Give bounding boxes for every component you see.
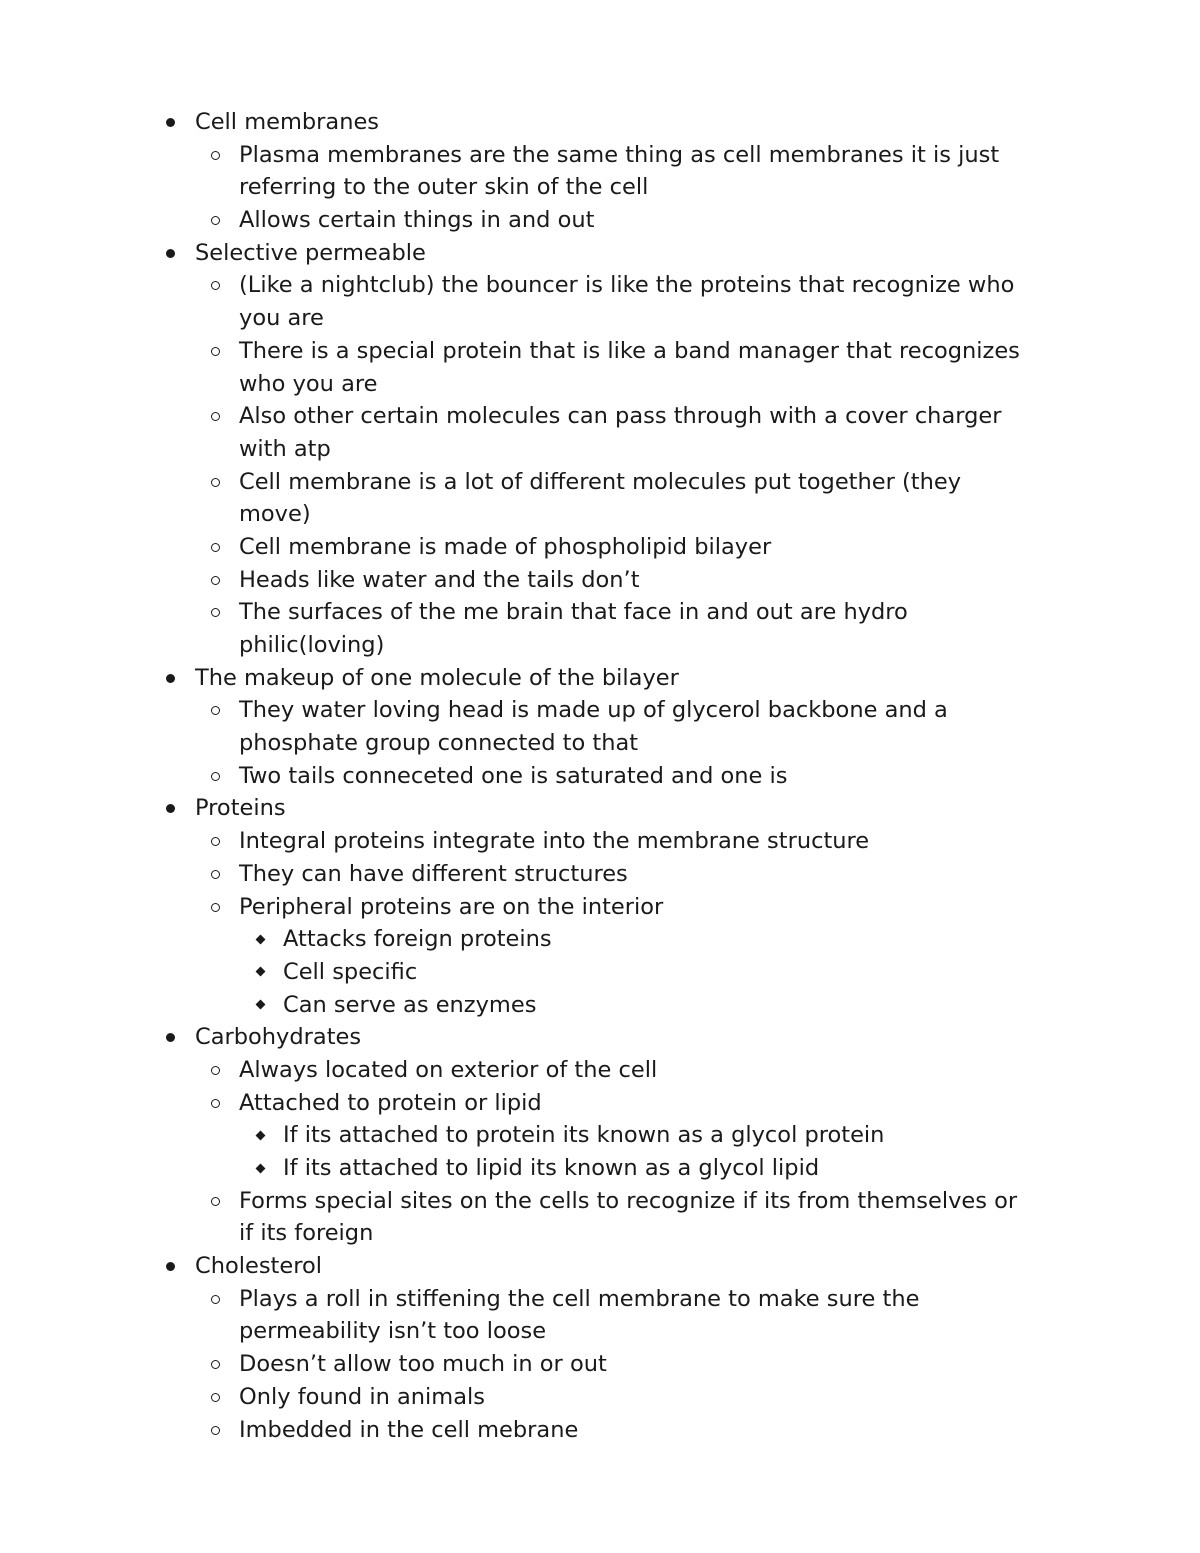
list-item <box>0 923 1200 956</box>
list-item-text: Carbohydrates <box>195 1024 362 1051</box>
hollow-circle-bullet-icon <box>211 837 220 846</box>
list-item <box>0 694 1200 727</box>
notes-outline <box>0 106 1200 1446</box>
list-item-continuation <box>0 302 1200 335</box>
filled-circle-bullet-icon <box>166 674 175 683</box>
list-item-text: Attacks foreign proteins <box>283 926 552 953</box>
list-item-text: phosphate group connected to that <box>239 730 639 757</box>
list-item-text: Plasma membranes are the same thing as cell membranes it is just <box>239 141 1000 168</box>
hollow-circle-bullet-icon <box>211 1393 220 1402</box>
list-item-text: Plays a roll in stiffening the cell membrane to make sure the <box>239 1285 920 1312</box>
diamond-bullet-icon <box>256 934 266 944</box>
list-item <box>0 139 1200 172</box>
filled-circle-bullet-icon <box>166 1033 175 1042</box>
list-item-continuation <box>0 171 1200 204</box>
hollow-circle-bullet-icon <box>211 543 220 552</box>
hollow-circle-bullet-icon <box>211 1197 220 1206</box>
list-item-text: Peripheral proteins are on the interior <box>239 893 664 920</box>
list-item-text: move) <box>239 501 311 528</box>
list-item-text: Selective permeable <box>195 239 426 266</box>
list-item-text: Only found in animals <box>239 1383 485 1410</box>
list-item-text: If its attached to protein its known as a glycol protein <box>283 1122 885 1149</box>
hollow-circle-bullet-icon <box>211 478 220 487</box>
list-item-continuation <box>0 368 1200 401</box>
list-item <box>0 1381 1200 1414</box>
list-item-text: Proteins <box>195 795 286 822</box>
list-item <box>0 858 1200 891</box>
list-item-text: Always located on exterior of the cell <box>239 1056 658 1083</box>
list-item <box>0 792 1200 825</box>
diamond-bullet-icon <box>256 1163 266 1173</box>
list-item-text: Allows certain things in and out <box>239 207 595 234</box>
list-item <box>0 1119 1200 1152</box>
list-item <box>0 1414 1200 1447</box>
filled-circle-bullet-icon <box>166 249 175 258</box>
hollow-circle-bullet-icon <box>211 903 220 912</box>
list-item <box>0 564 1200 597</box>
list-item-text: if its foreign <box>239 1220 374 1247</box>
list-item <box>0 204 1200 237</box>
list-item <box>0 1054 1200 1087</box>
list-item <box>0 956 1200 989</box>
list-item <box>0 400 1200 433</box>
list-item-text: Cell membrane is a lot of different molecules put together (they <box>239 468 962 495</box>
list-item <box>0 1348 1200 1381</box>
list-item-text: Also other certain molecules can pass through with a cover charger <box>239 403 1002 430</box>
filled-circle-bullet-icon <box>166 118 175 127</box>
list-item <box>0 269 1200 302</box>
hollow-circle-bullet-icon <box>211 1360 220 1369</box>
list-item <box>0 531 1200 564</box>
list-item-text: who you are <box>239 370 378 397</box>
list-item <box>0 662 1200 695</box>
list-item-continuation <box>0 1315 1200 1348</box>
list-item <box>0 989 1200 1022</box>
list-item-text: Cell specific <box>283 958 418 985</box>
list-item-text: Two tails conneceted one is saturated and one is <box>239 762 788 789</box>
list-item <box>0 760 1200 793</box>
filled-circle-bullet-icon <box>166 804 175 813</box>
list-item <box>0 596 1200 629</box>
list-item <box>0 1021 1200 1054</box>
list-item-text: referring to the outer skin of the cell <box>239 174 649 201</box>
hollow-circle-bullet-icon <box>211 347 220 356</box>
list-item <box>0 1185 1200 1218</box>
list-item-continuation <box>0 629 1200 662</box>
list-item-continuation <box>0 1217 1200 1250</box>
hollow-circle-bullet-icon <box>211 870 220 879</box>
list-item-text: The surfaces of the me brain that face in and out are hydro <box>239 599 908 626</box>
hollow-circle-bullet-icon <box>211 706 220 715</box>
hollow-circle-bullet-icon <box>211 1099 220 1108</box>
list-item-text: permeability isn’t too loose <box>239 1318 547 1345</box>
hollow-circle-bullet-icon <box>211 1426 220 1435</box>
diamond-bullet-icon <box>256 1000 266 1010</box>
list-item-text: Cell membranes <box>195 109 380 135</box>
hollow-circle-bullet-icon <box>211 151 220 160</box>
list-item-continuation <box>0 498 1200 531</box>
list-item-text: with atp <box>239 435 331 462</box>
diamond-bullet-icon <box>256 1130 266 1140</box>
list-item-text: Can serve as enzymes <box>283 991 537 1018</box>
list-item-text: Forms special sites on the cells to recognize if its from themselves or <box>239 1187 1018 1214</box>
diamond-bullet-icon <box>256 967 266 977</box>
list-item-text: Cholesterol <box>195 1253 322 1280</box>
list-item <box>0 1152 1200 1185</box>
hollow-circle-bullet-icon <box>211 281 220 290</box>
filled-circle-bullet-icon <box>166 1262 175 1271</box>
hollow-circle-bullet-icon <box>211 1066 220 1075</box>
hollow-circle-bullet-icon <box>211 608 220 617</box>
list-item <box>0 1283 1200 1316</box>
list-item-text: (Like a nightclub) the bouncer is like the proteins that recognize who <box>239 272 1015 299</box>
list-item-text: Doesn’t allow too much in or out <box>239 1351 607 1378</box>
list-item-text: Heads like water and the tails don’t <box>239 566 640 593</box>
hollow-circle-bullet-icon <box>211 772 220 781</box>
list-item <box>0 891 1200 924</box>
list-item-text: There is a special protein that is like a band manager that recognizes <box>239 337 1020 364</box>
list-item-text: Imbedded in the cell mebrane <box>239 1416 579 1443</box>
list-item-text: you are <box>239 305 324 332</box>
list-item-text: philic(loving) <box>239 632 385 658</box>
list-item <box>0 825 1200 858</box>
list-item <box>0 1087 1200 1120</box>
list-item-text: They can have different structures <box>239 860 628 887</box>
list-item-text: Cell membrane is made of phospholipid bilayer <box>239 533 772 560</box>
list-item-text: Attached to protein or lipid <box>239 1089 542 1116</box>
list-item <box>0 1250 1200 1283</box>
list-item <box>0 335 1200 368</box>
list-item <box>0 237 1200 270</box>
list-item-continuation <box>0 433 1200 466</box>
list-item-text: If its attached to lipid its known as a glycol lipid <box>283 1155 820 1181</box>
list-item-text: Integral proteins integrate into the membrane structure <box>239 828 870 855</box>
list-item <box>0 466 1200 499</box>
list-item-text: The makeup of one molecule of the bilayer <box>195 664 679 691</box>
hollow-circle-bullet-icon <box>211 412 220 421</box>
hollow-circle-bullet-icon <box>211 1295 220 1304</box>
list-item-text: They water loving head is made up of glycerol backbone and a <box>239 697 948 724</box>
list-item <box>0 106 1200 139</box>
list-item-continuation <box>0 727 1200 760</box>
hollow-circle-bullet-icon <box>211 216 220 225</box>
hollow-circle-bullet-icon <box>211 576 220 585</box>
